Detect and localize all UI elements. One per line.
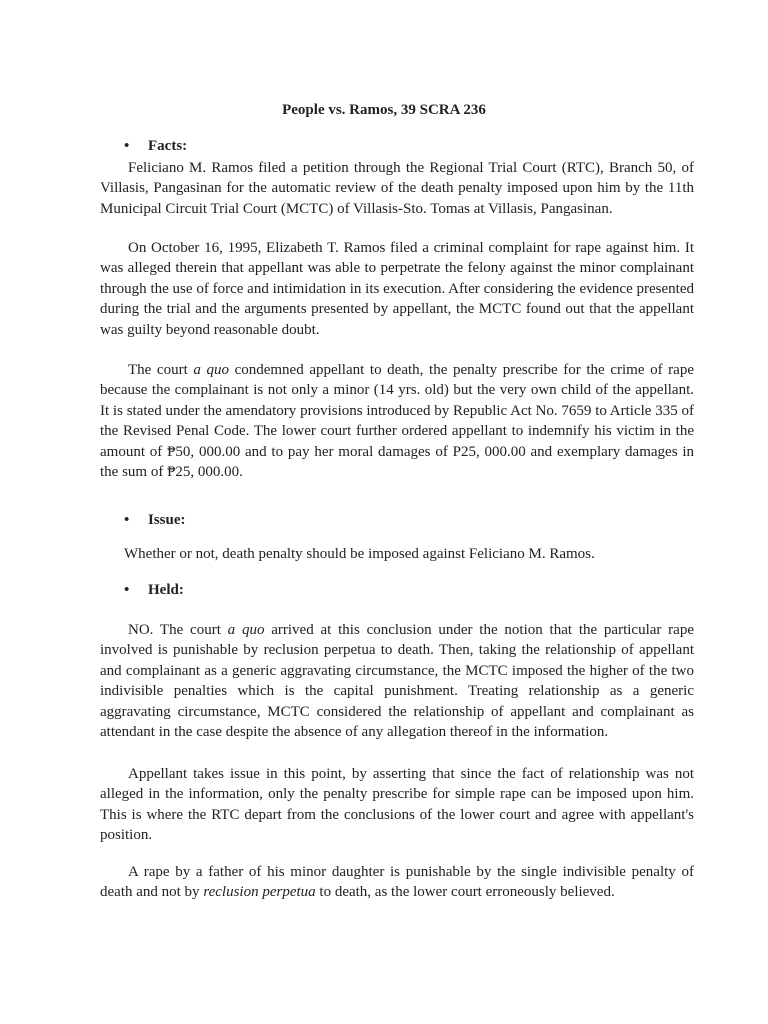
held-p3-italic: reclusion perpetua bbox=[203, 884, 316, 901]
facts-p3-italic: a quo bbox=[193, 362, 229, 378]
facts-paragraph-3 bbox=[100, 360, 694, 482]
facts-paragraph-1: Feliciano M. Ramos filed a petition through the Regional Trial Court (RTC), Branch 50, of Villasis, Pangasinan for the automatic review of the death penalty imposed upon him by the 11th Municipal Circuit Trial Court (MCTC) of Villasis-Sto. Tomas at Villasis, Pangasinan. bbox=[100, 160, 694, 217]
held-paragraph-2: Appellant takes issue in this point, by asserting that since the fact of relationship was not alleged in the information, only the penalty prescribe for simple rape can be imposed upon him. This is where the RTC depart from the conclusions of the lower court and agree with appellant's position. bbox=[100, 766, 694, 844]
issue-heading bbox=[124, 512, 186, 529]
held-p1-text-a: NO. The court bbox=[128, 622, 228, 638]
held-p3-text-a: A rape by a father of his minor daughter is punishable by the single indivisible penalty of death and not by bbox=[100, 864, 694, 901]
facts-paragraph-2: On October 16, 1995, Elizabeth T. Ramos filed a criminal complaint for rape against him. It was alleged therein that appellant was able to perpetrate the felony against the minor complainant through the use of force and intimidation in its execution. After considering the evidence presented during the trial and the arguments presented by appellant, the MCTC found out that the appellant was guilty beyond reasonable doubt. bbox=[100, 240, 694, 338]
held-paragraph-3 bbox=[100, 862, 694, 903]
facts-heading bbox=[124, 138, 187, 155]
bullet-icon: • bbox=[124, 138, 130, 154]
issue-text: Whether or not, death penalty should be imposed against Feliciano M. Ramos. bbox=[124, 546, 595, 562]
held-p1-italic: a quo bbox=[227, 622, 265, 638]
held-paragraph-1 bbox=[100, 620, 694, 742]
held-heading bbox=[124, 582, 184, 599]
bullet-icon: • bbox=[124, 512, 130, 528]
held-heading-label: Held: bbox=[148, 582, 184, 598]
issue-heading-label: Issue: bbox=[148, 512, 186, 528]
facts-p3-text-a: The court bbox=[128, 362, 194, 378]
held-p1-text-b: arrived at this conclusion under the notion that the particular rape involved is punishable by reclusion perpetua to death. Then, taking the relationship of appellant and complainant as a generic aggravating circumstance, the MCTC imposed the higher of the two indivisible penalties which is the capital punishment. Treating relationship as a generic aggravating circumstance, MCTC considered the relationship of appellant and complainant as attendant in the case despite the absence of any allegation thereof in the information. bbox=[100, 622, 694, 741]
page-title: People vs. Ramos, 39 SCRA 236 bbox=[282, 102, 486, 118]
bullet-icon: • bbox=[124, 582, 130, 598]
held-p3-text-b: to death, as the lower court erroneously believed. bbox=[315, 884, 615, 901]
facts-heading-label: Facts: bbox=[148, 138, 188, 154]
facts-p3-text-b: condemned appellant to death, the penalty prescribe for the crime of rape because the complainant is not only a minor (14 yrs. old) but the very own child of the appellant. It is stated under the amendatory provisions introduced by Republic Act No. 7659 to Article 335 of the Revised Penal Code. The lower court further ordered appellant to indemnify his victim in the amount of ₱50, 000.00 and to pay her moral damages of P25, 000.00 and exemplary damages in the sum of ₱25, 000.00. bbox=[100, 362, 694, 481]
